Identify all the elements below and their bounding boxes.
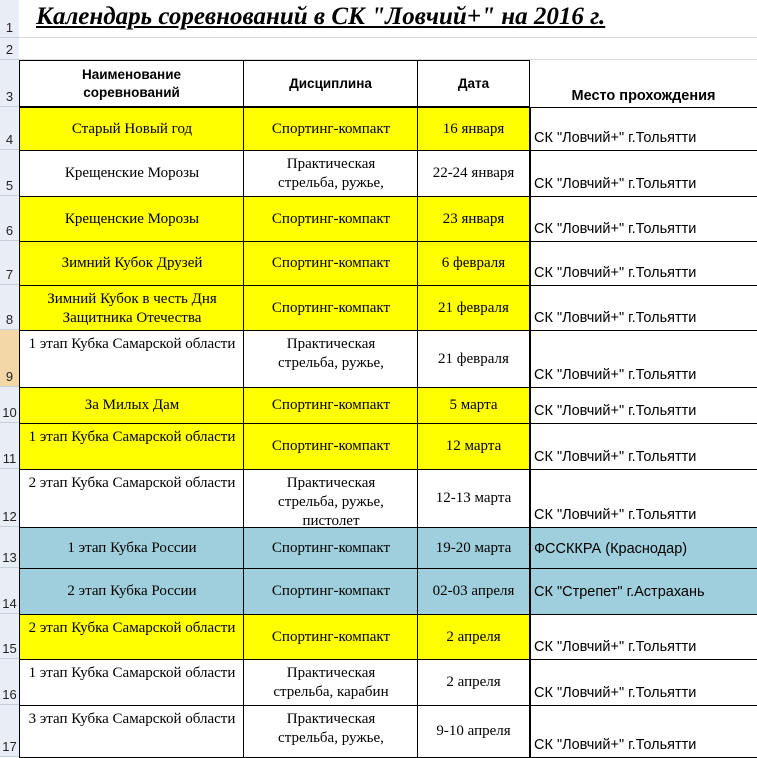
- row-number[interactable]: [0, 387, 19, 423]
- cell-discipline[interactable]: Спортинг-компакт: [243, 107, 419, 151]
- cell-name[interactable]: 2 этап Кубка России: [19, 568, 245, 615]
- row-number[interactable]: [0, 196, 19, 241]
- cell-date[interactable]: 21 февраля: [417, 330, 530, 388]
- row-number[interactable]: [0, 423, 19, 469]
- place-text: СК "Ловчий+" г.Тольятти: [534, 685, 697, 701]
- cell-discipline[interactable]: Спортинг-компакт: [243, 423, 419, 470]
- cell-place[interactable]: [530, 150, 757, 197]
- cell-place[interactable]: [530, 423, 757, 470]
- row-number[interactable]: [0, 241, 19, 285]
- row-number-label: 4: [5, 132, 14, 147]
- row-number-label: 13: [2, 550, 17, 565]
- cell-name[interactable]: 1 этап Кубка Самарской области: [19, 423, 245, 470]
- cell-name[interactable]: Крещенские Морозы: [19, 196, 245, 242]
- header-date[interactable]: Дата: [417, 60, 530, 107]
- row-number-label: 17: [2, 739, 17, 754]
- row-number-label: 6: [5, 223, 14, 238]
- cell-place[interactable]: [530, 614, 757, 660]
- row-number-label: 2: [5, 42, 14, 57]
- row-number[interactable]: [0, 705, 19, 757]
- cell-place[interactable]: [530, 196, 757, 242]
- cell-place[interactable]: [530, 568, 757, 615]
- row-number-label: 3: [5, 89, 14, 104]
- row-number-label: 5: [5, 178, 14, 193]
- cell-name[interactable]: 2 этап Кубка Самарской области: [19, 614, 245, 660]
- header-name[interactable]: Наименование соревнований: [19, 60, 244, 107]
- cell-date[interactable]: 02-03 апреля: [417, 568, 530, 615]
- row-header-column: [0, 0, 19, 757]
- place-text: СК "Ловчий+" г.Тольятти: [534, 367, 697, 383]
- cell-discipline[interactable]: Спортинг-компакт: [243, 196, 419, 242]
- cell-name[interactable]: Старый Новый год: [19, 107, 245, 151]
- row-number[interactable]: [0, 330, 19, 387]
- row-number-label: 10: [2, 405, 17, 420]
- place-text: ФССККРА (Краснодар): [534, 541, 688, 557]
- grid-line: [19, 37, 757, 38]
- place-text: СК "Ловчий+" г.Тольятти: [534, 507, 697, 523]
- place-text: СК "Ловчий+" г.Тольятти: [534, 310, 697, 326]
- row-number[interactable]: [0, 0, 19, 38]
- row-number[interactable]: [0, 38, 19, 60]
- header-discipline[interactable]: Дисциплина: [243, 60, 418, 107]
- row-number-label: 15: [2, 641, 17, 656]
- cell-place[interactable]: [530, 469, 757, 528]
- cell-date[interactable]: 5 марта: [417, 387, 530, 424]
- cell-discipline[interactable]: Практическая стрельба, ружье,: [243, 150, 419, 197]
- cell-place[interactable]: [530, 527, 757, 569]
- cell-name[interactable]: Крещенские Морозы: [19, 150, 245, 197]
- row-number[interactable]: [0, 150, 19, 196]
- row-number-label: 12: [2, 509, 17, 524]
- row-number[interactable]: [0, 285, 19, 330]
- cell-discipline[interactable]: Практическая стрельба, ружье,: [243, 705, 419, 758]
- cell-name[interactable]: 1 этап Кубка Самарской области: [19, 330, 245, 388]
- cell-discipline[interactable]: Спортинг-компакт: [243, 568, 419, 615]
- cell-discipline[interactable]: Спортинг-компакт: [243, 614, 419, 660]
- cell-date[interactable]: 12 марта: [417, 423, 530, 470]
- cell-date[interactable]: 22-24 января: [417, 150, 530, 197]
- row-number-label: 16: [2, 687, 17, 702]
- row-number[interactable]: [0, 527, 19, 568]
- cell-date[interactable]: 2 апреля: [417, 659, 530, 706]
- place-text: СК "Ловчий+" г.Тольятти: [534, 265, 697, 281]
- cell-date[interactable]: 2 апреля: [417, 614, 530, 660]
- cell-date[interactable]: 21 февраля: [417, 285, 530, 331]
- cell-date[interactable]: 9-10 апреля: [417, 705, 530, 758]
- cell-name[interactable]: За Милых Дам: [19, 387, 245, 424]
- place-text: СК "Ловчий+" г.Тольятти: [534, 130, 697, 146]
- cell-discipline[interactable]: Практическая стрельба, ружье, пистолет: [243, 469, 419, 528]
- cell-discipline[interactable]: Спортинг-компакт: [243, 387, 419, 424]
- cell-discipline[interactable]: Практическая стрельба, карабин: [243, 659, 419, 706]
- place-text: СК "Ловчий+" г.Тольятти: [534, 176, 697, 192]
- place-text: СК "Ловчий+" г.Тольятти: [534, 639, 697, 655]
- header-place[interactable]: Место прохождения: [571, 88, 716, 104]
- cell-date[interactable]: 12-13 марта: [417, 469, 530, 528]
- row-number[interactable]: [0, 469, 19, 527]
- cell-name[interactable]: 2 этап Кубка Самарской области: [19, 469, 245, 528]
- row-number-label: 7: [5, 267, 14, 282]
- cell-date[interactable]: 19-20 марта: [417, 527, 530, 569]
- place-text: СК "Ловчий+" г.Тольятти: [534, 449, 697, 465]
- place-text: СК "Стрепет" г.Астрахань: [534, 584, 705, 600]
- row-number[interactable]: [0, 107, 19, 150]
- cell-discipline[interactable]: Спортинг-компакт: [243, 285, 419, 331]
- cell-discipline[interactable]: Спортинг-компакт: [243, 241, 419, 286]
- row-number[interactable]: [0, 614, 19, 659]
- cell-place[interactable]: [530, 659, 757, 706]
- cell-name[interactable]: 1 этап Кубка России: [19, 527, 245, 569]
- cell-name[interactable]: 3 этап Кубка Самарской области: [19, 705, 245, 758]
- cell-name[interactable]: Зимний Кубок в честь Дня Защитника Отечества: [19, 285, 245, 331]
- place-text: СК "Ловчий+" г.Тольятти: [534, 403, 697, 419]
- place-text: СК "Ловчий+" г.Тольятти: [534, 737, 697, 753]
- row-number-label: 9: [5, 369, 14, 384]
- place-text: СК "Ловчий+" г.Тольятти: [534, 221, 697, 237]
- cell-discipline[interactable]: Практическая стрельба, ружье,: [243, 330, 419, 388]
- cell-place[interactable]: [530, 107, 757, 151]
- cell-place[interactable]: [530, 241, 757, 286]
- cell-place[interactable]: [530, 330, 757, 388]
- row-number[interactable]: [0, 659, 19, 705]
- cell-discipline[interactable]: Спортинг-компакт: [243, 527, 419, 569]
- grid-line: [19, 59, 757, 60]
- cell-place[interactable]: [530, 285, 757, 331]
- cell-date[interactable]: 6 февраля: [417, 241, 530, 286]
- row-number-label: 11: [2, 451, 17, 466]
- cell-name[interactable]: Зимний Кубок Друзей: [19, 241, 245, 286]
- cell-date[interactable]: 23 января: [417, 196, 530, 242]
- cell-place[interactable]: [530, 387, 757, 424]
- row-number[interactable]: [0, 568, 19, 614]
- cell-place[interactable]: [530, 705, 757, 758]
- cell-name[interactable]: 1 этап Кубка Самарской области: [19, 659, 245, 706]
- sheet-title: Календарь соревнований в СК "Ловчий+" на 2016 г.: [36, 3, 606, 30]
- cell-date[interactable]: 16 января: [417, 107, 530, 151]
- row-number[interactable]: [0, 60, 19, 107]
- row-number-label: 8: [5, 312, 14, 327]
- row-number-label: 1: [5, 20, 14, 35]
- row-number-label: 14: [2, 596, 17, 611]
